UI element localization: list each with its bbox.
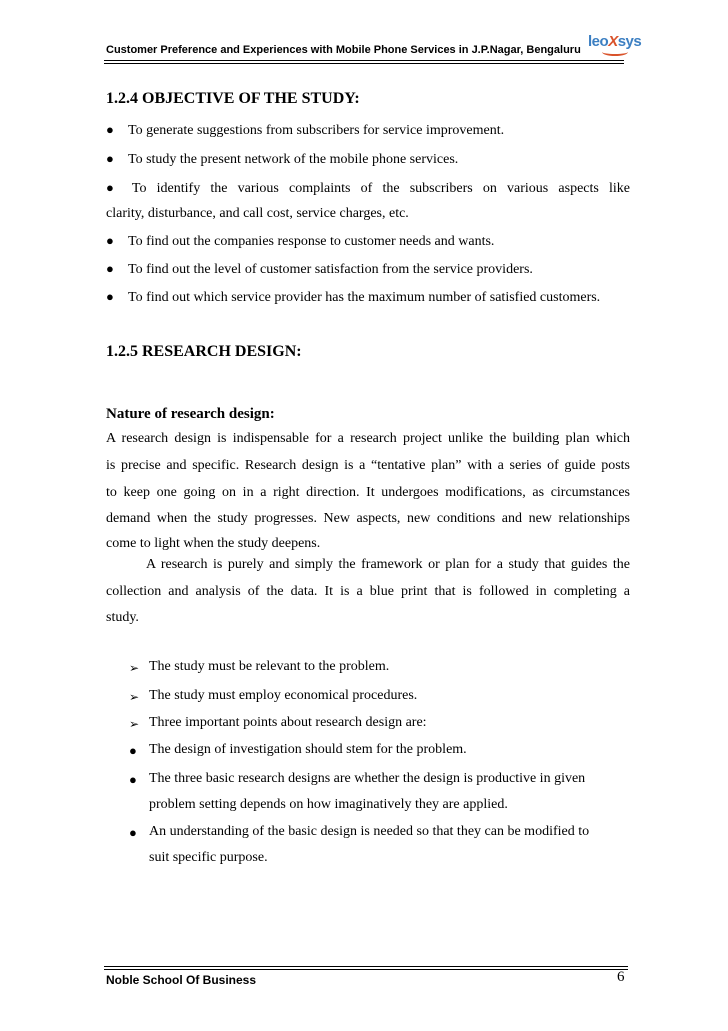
research-subheading: Nature of research design:: [106, 406, 275, 422]
paragraph-line: come to light when the study deepens.: [106, 536, 321, 551]
objective-bullet: [106, 233, 630, 250]
arrow-list-item: Three important points about research design are:: [149, 715, 427, 730]
objective-heading: 1.2.4 OBJECTIVE OF THE STUDY:: [106, 90, 360, 107]
arrow-list-item: The study must be relevant to the problem.: [149, 659, 390, 674]
objective-bullet-continuation: clarity, disturbance, and call cost, service charges, etc.: [106, 206, 409, 221]
bullet-dot-icon: ●: [106, 233, 114, 248]
objective-bullet: [106, 261, 630, 278]
objective-bullet-text: To find out the companies response to customer needs and wants.: [128, 234, 495, 249]
dot-list-item: The design of investigation should stem for the problem.: [149, 742, 467, 757]
logo-text-a: leo: [588, 33, 609, 50]
objective-bullet: [106, 151, 630, 168]
dot-list-item-continuation: suit specific purpose.: [149, 850, 268, 865]
bullet-dot-icon: ●: [106, 261, 114, 276]
paragraph-line: to keep one going on in a right direction. It undergoes modifications, as circumstances: [106, 485, 630, 500]
arrow-bullet-icon: ➢: [129, 717, 140, 731]
paragraph-line: study.: [106, 610, 139, 625]
bullet-dot-icon: ●: [129, 772, 137, 787]
bullet-dot-icon: ●: [129, 825, 137, 840]
bullet-dot-icon: ●: [129, 743, 137, 758]
objective-bullet: [106, 180, 630, 197]
footer-rule: [104, 966, 628, 967]
dot-list-item: The three basic research designs are whether the design is productive in given: [149, 771, 586, 786]
header-rule: [104, 60, 624, 61]
paragraph-line: demand when the study progresses. New aspects, new conditions and new relationships: [106, 511, 630, 526]
paragraph-line: is precise and specific. Research design is a “tentative plan” with a series of guide posts: [106, 458, 630, 473]
objective-bullet: [106, 289, 630, 306]
page-number: 6: [617, 969, 625, 985]
paragraph-line: collection and analysis of the data. It is a blue print that is followed in completing a: [106, 584, 630, 599]
arrow-list-item: The study must employ economical procedures.: [149, 688, 418, 703]
paragraph-line: A research is purely and simply the framework or plan for a study that guides the: [146, 557, 630, 572]
paragraph-line: A research design is indispensable for a research project unlike the building plan which: [106, 431, 630, 446]
logo-swoosh-icon: [602, 48, 628, 56]
bullet-dot-icon: ●: [106, 180, 114, 195]
objective-bullet-text: To find out which service provider has the maximum number of satisfied customers.: [128, 290, 601, 305]
bullet-dot-icon: ●: [106, 122, 114, 137]
arrow-bullet-icon: ➢: [129, 690, 140, 704]
research-heading: 1.2.5 RESEARCH DESIGN:: [106, 343, 302, 360]
objective-bullet-text: To identify the various complaints of the subscribers on various aspects like: [131, 181, 630, 196]
objective-bullet-text: To study the present network of the mobile phone services.: [128, 152, 459, 167]
footer-school-name: Noble School Of Business: [106, 973, 257, 987]
objective-bullet: [106, 122, 630, 139]
logo-text-b: X: [608, 33, 618, 50]
logo-text-c: sys: [617, 33, 642, 50]
header-title: Customer Preference and Experiences with Mobile Phone Services in J.P.Nagar, Bengaluru: [106, 44, 581, 56]
objective-bullet-text: To generate suggestions from subscribers for service improvement.: [128, 123, 505, 138]
dot-list-item: An understanding of the basic design is needed so that they can be modified to: [149, 824, 590, 839]
footer-rule-double: [104, 969, 628, 970]
arrow-bullet-icon: ➢: [129, 661, 140, 675]
leoxsys-logo: [588, 33, 642, 59]
dot-list-item-continuation: problem setting depends on how imaginatively they are applied.: [149, 797, 508, 812]
header-rule-double: [104, 63, 624, 64]
bullet-dot-icon: ●: [106, 151, 114, 166]
objective-bullet-text: To find out the level of customer satisfaction from the service providers.: [128, 262, 533, 277]
bullet-dot-icon: ●: [106, 289, 114, 304]
